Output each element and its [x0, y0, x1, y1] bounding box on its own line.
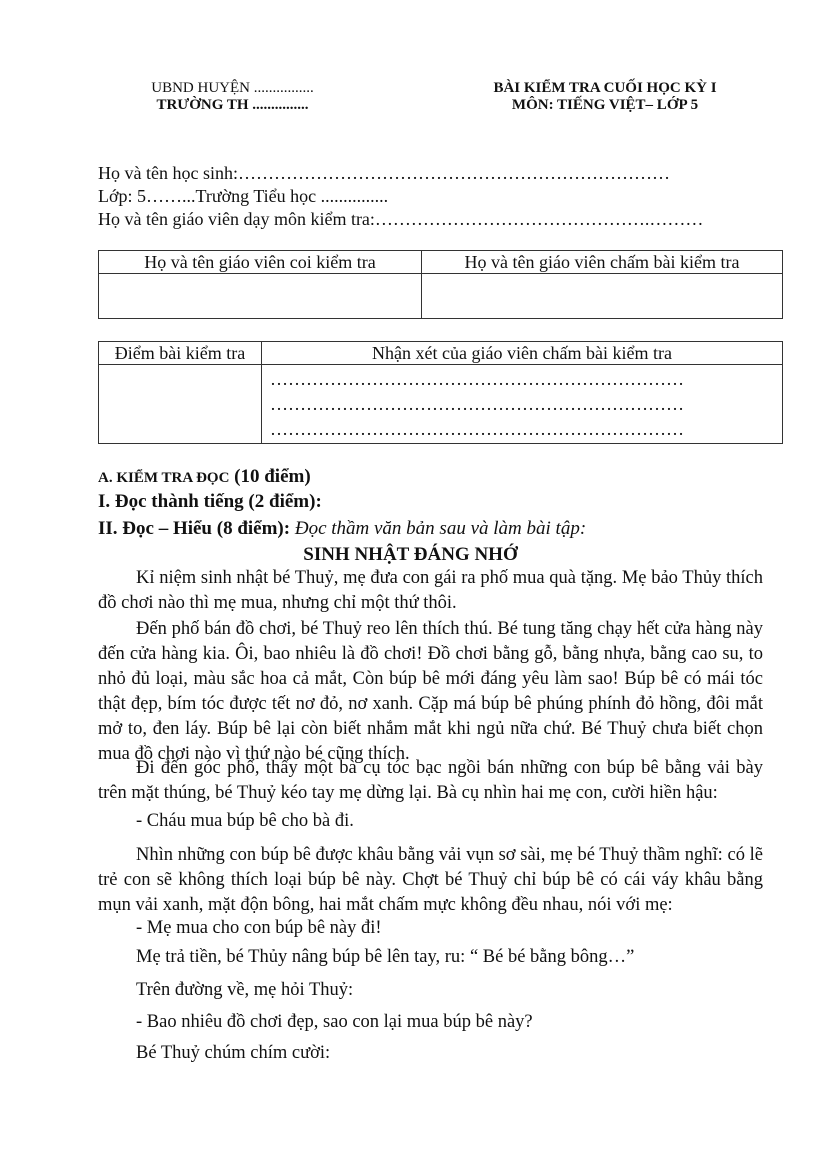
- school-line: TRƯỜNG TH ...............: [156, 97, 309, 113]
- teacher-line: Họ và tên giáo viên dạy môn kiểm tra:……………………………………….………: [98, 209, 704, 229]
- story-paragraph-3: Đi đến góc phố, thấy một bà cụ tóc bạc ngồi bán những con búp bê bằng vải bày trên mặt thúng, bé Thuỷ kéo tay mẹ dừng lại. Bà cụ nhìn hai mẹ con, cười hiền hậu:: [98, 758, 763, 803]
- comment-dots-2: ……………………………………………………………: [270, 394, 684, 414]
- score-table: [98, 341, 783, 444]
- comment-dots-3: ……………………………………………………………: [270, 419, 684, 439]
- student-name-line: Họ và tên học sinh:………………………………………………………………: [98, 163, 670, 183]
- score-cell[interactable]: [99, 365, 262, 444]
- district-line: UBND HUYỆN ................: [151, 80, 314, 96]
- story-dialogue-2: - Mẹ mua cho con búp bê này đi!: [136, 918, 382, 938]
- story-dialogue-3: - Bao nhiêu đồ chơi đẹp, sao con lại mua búp bê này?: [136, 1012, 533, 1032]
- exam-title: BÀI KIỂM TRA CUỐI HỌC KỲ I: [493, 80, 717, 96]
- story-paragraph-1: Kỉ niệm sinh nhật bé Thuỷ, mẹ đưa con gái ra phố mua quà tặng. Mẹ bảo Thủy thích đồ chơi nào thì mẹ mua, nhưng chỉ một thứ thôi.: [98, 568, 763, 613]
- district-header: [140, 80, 325, 114]
- section-a: [98, 466, 311, 488]
- section-a-title: A. KIỂM TRA ĐỌC: [98, 470, 230, 486]
- comment-dots-1: ……………………………………………………………: [270, 369, 684, 389]
- story-dialogue-1: - Cháu mua búp bê cho bà đi.: [136, 811, 354, 831]
- grader-cell[interactable]: [422, 274, 783, 319]
- proctor-header: Họ và tên giáo viên coi kiểm tra: [99, 251, 422, 274]
- comment-header: Nhận xét của giáo viên chấm bài kiểm tra: [262, 342, 783, 365]
- story-paragraph-4: Nhìn những con búp bê được khâu bằng vải vụn sơ sài, mẹ bé Thuỷ thầm nghĩ: có lẽ trẻ con sẽ không thích loại búp bê này. Chợt bé Thuỷ chỉ búp bê có cái váy khâu bằng mụn vải xanh, mặt độn bông, hai mắt chấm mực không đều nhau, nói với mẹ:: [98, 845, 763, 915]
- story-paragraph-6: Trên đường về, mẹ hỏi Thuỷ:: [136, 980, 354, 1000]
- comment-cell[interactable]: [262, 365, 783, 444]
- section-2-instruction: Đọc thầm văn bản sau và làm bài tập:: [290, 518, 587, 539]
- proctor-cell[interactable]: [99, 274, 422, 319]
- story-paragraph-7: Bé Thuỷ chúm chím cười:: [136, 1043, 331, 1063]
- story-paragraph-2: Đến phố bán đồ chơi, bé Thuỷ reo lên thích thú. Bé tung tăng chạy hết cửa hàng này đến cửa hàng kia. Ôi, bao nhiêu là đồ chơi! Đồ chơi bằng gỗ, bằng nhựa, bằng cao su, to nhỏ đủ loại, màu sắc hoa cả mắt, Còn búp bê mới đáng yêu làm sao! Búp bê có mái tóc thật đẹp, bím tóc được tết nơ đỏ, nơ xanh. Cặp má búp bê phúng phính đỏ hồng, đôi mắt mở to, đen láy. Búp bê lại còn biết nhắm mắt khi ngủ nữa chứ. Bé Thuỷ chưa biết chọn mua đồ chơi nào vì thứ nào bé cũng thích.: [98, 619, 763, 764]
- story-paragraph-5: Mẹ trả tiền, bé Thủy nâng búp bê lên tay, ru: “ Bé bé bằng bông…”: [136, 947, 635, 967]
- score-header: Điểm bài kiểm tra: [99, 342, 262, 365]
- section-2-title: II. Đọc – Hiểu (8 điểm):: [98, 518, 291, 539]
- class-line: Lớp: 5……...Trường Tiểu học ...............: [98, 186, 389, 206]
- grader-header: Họ và tên giáo viên chấm bài kiểm tra: [422, 251, 783, 274]
- exam-header: [470, 80, 740, 114]
- section-reading-comprehension: [98, 518, 586, 540]
- section-a-points: (10 điểm): [234, 466, 311, 487]
- story-title: SINH NHẬT ĐÁNG NHỚ: [303, 544, 518, 565]
- teachers-table: [98, 250, 783, 319]
- subject-line: MÔN: TIẾNG VIỆT– LỚP 5: [511, 97, 699, 113]
- section-reading-aloud: I. Đọc thành tiếng (2 điểm):: [98, 491, 322, 512]
